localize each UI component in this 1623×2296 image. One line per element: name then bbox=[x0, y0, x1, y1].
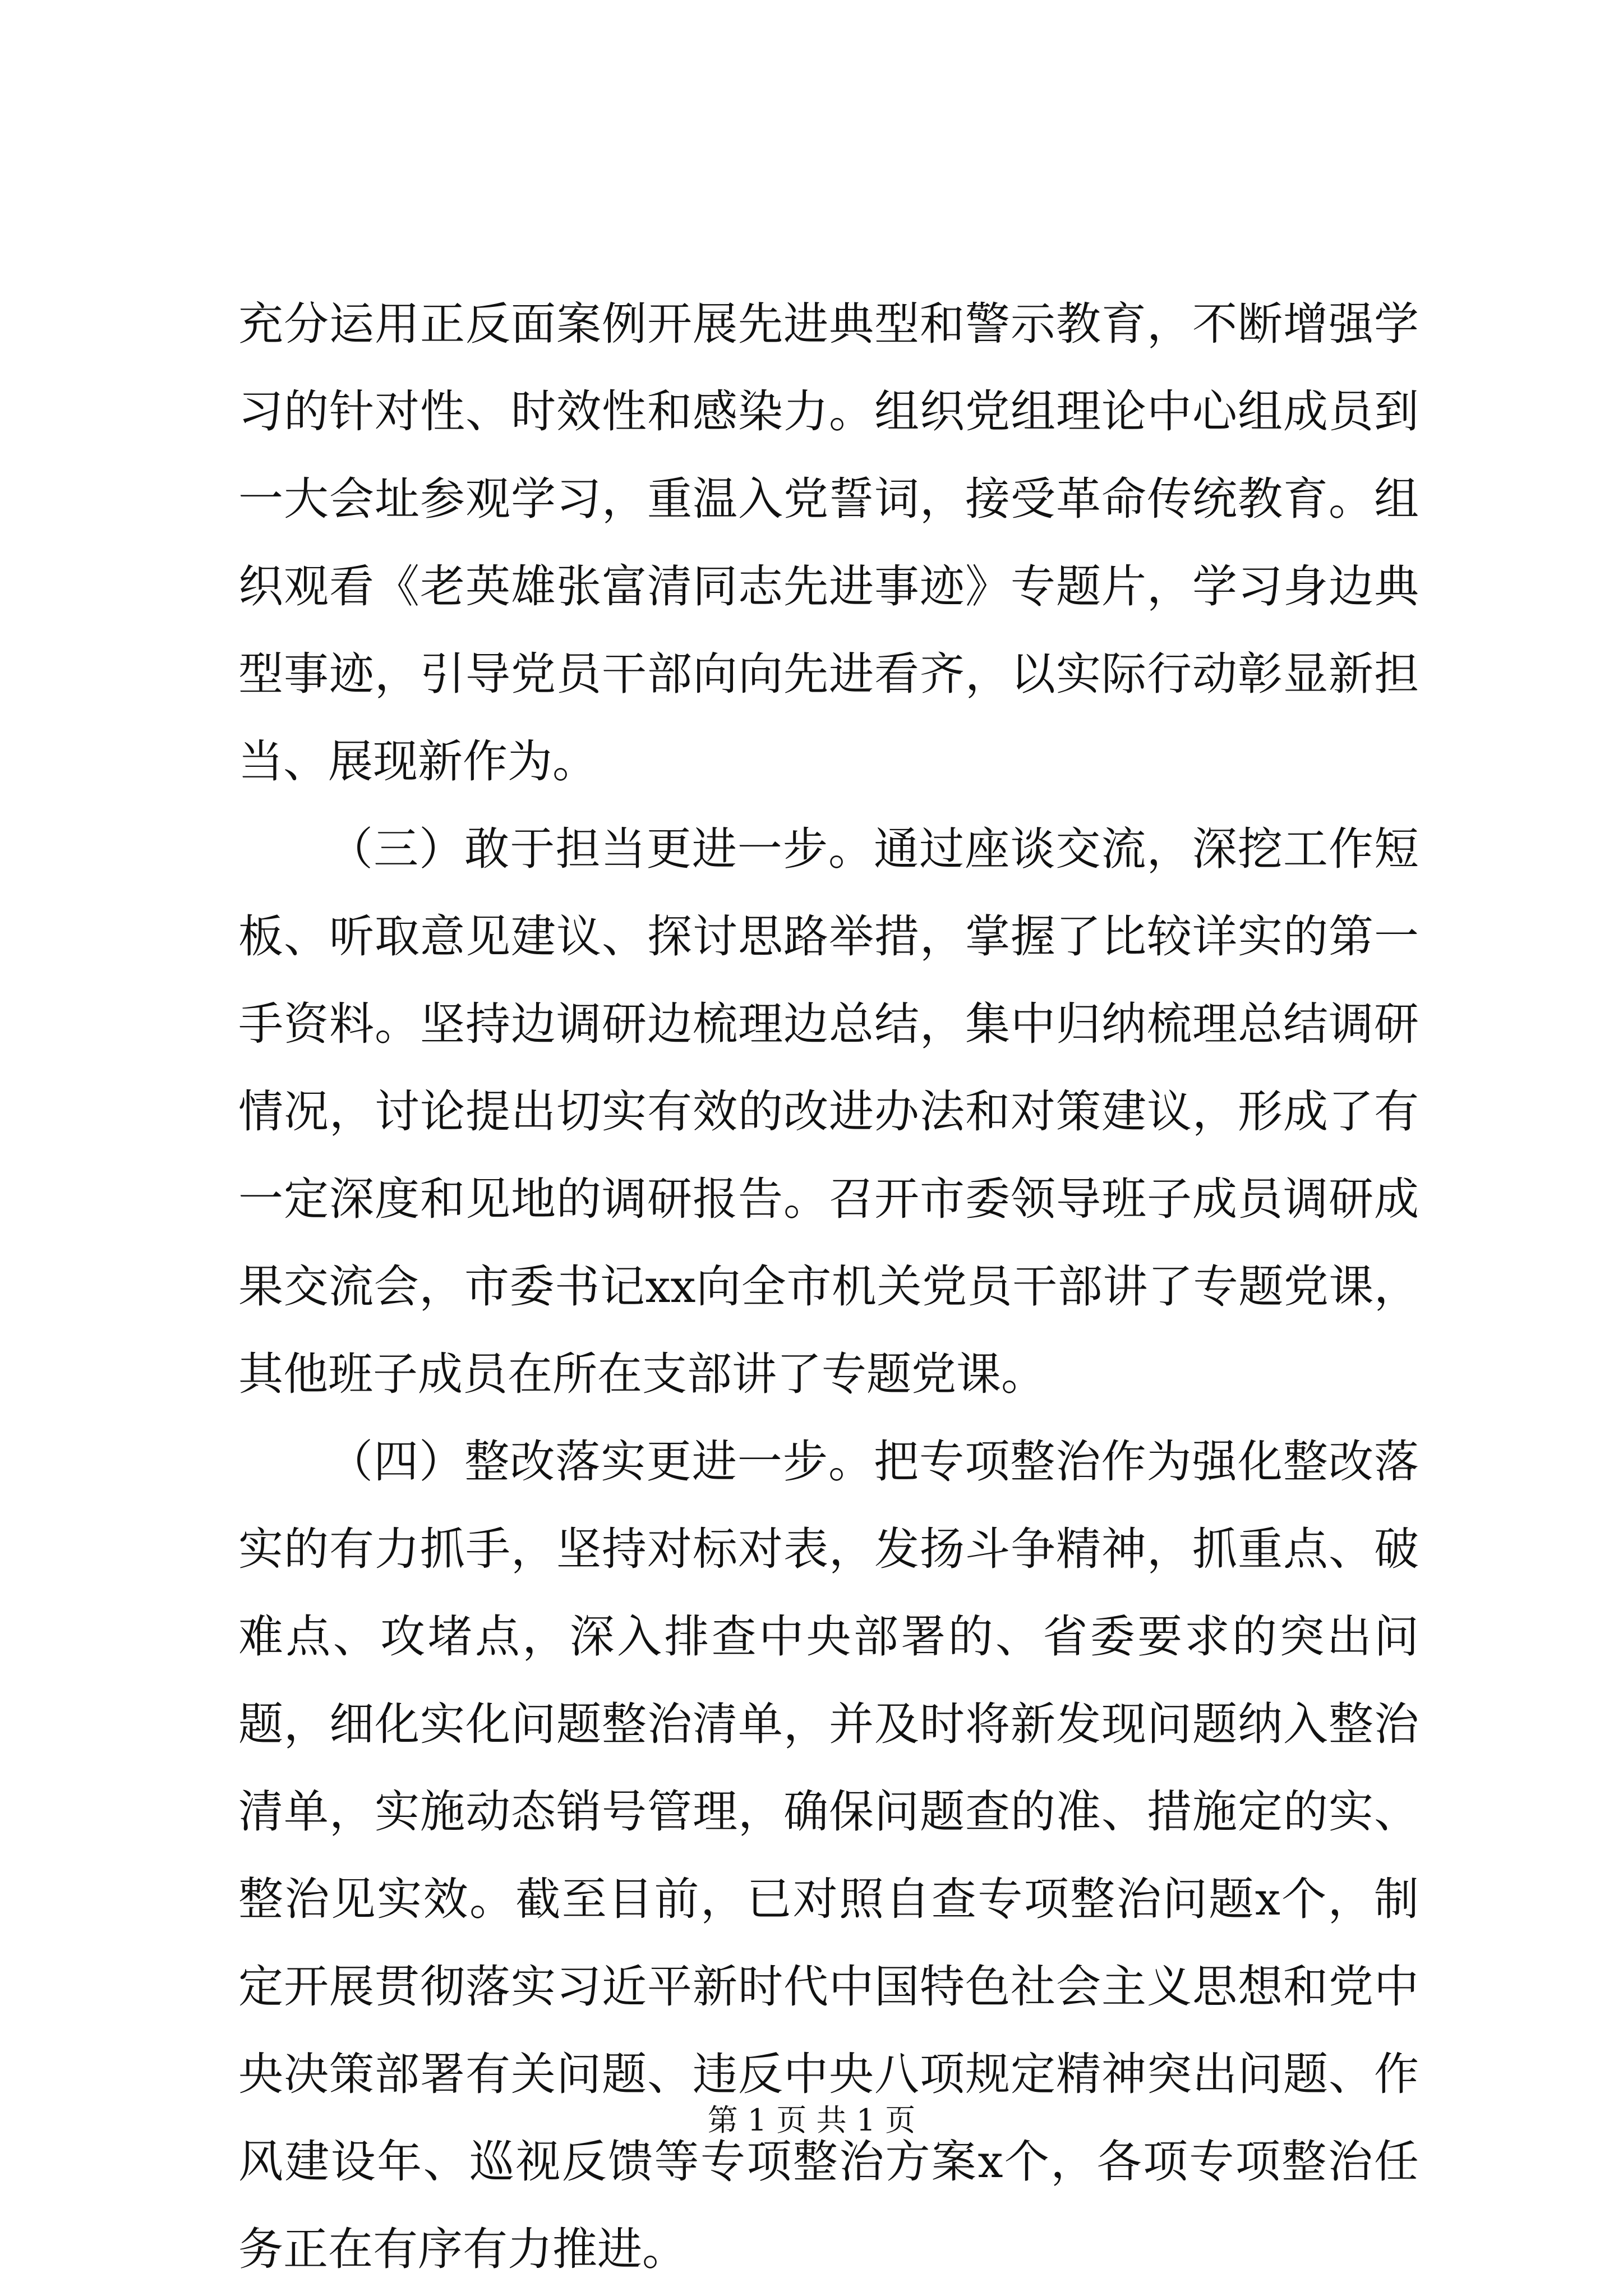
paragraph-section-four: （四）整改落实更进一步。把专项整治作为强化整改落实的有力抓手，坚持对标对表，发扬斗争精神，抓重点、破难点、攻堵点，深入排查中央部署的、省委要求的突出问题，细化实化问题整治清单，并及时将新发现问题纳入整治清单，实施动态销号管理，确保问题查的准、措施定的实、整治见实效。截至目前，已对照自查专项整治问题x个，制定开展贯彻落实习近平新时代中国特色社会主义思想和党中央决策部署有关问题、违反中央八项规定精神突出问题、作风建设年、巡视反馈等专项整治方案x个，各项专项整治任务正在有序有力推进。 bbox=[238, 1435, 1419, 2275]
paragraph-section-three: （三）敢于担当更进一步。通过座谈交流，深挖工作短板、听取意见建议、探讨思路举措，掌握了比较详实的第一手资料。坚持边调研边梳理边总结，集中归纳梳理总结调研情况，讨论提出切实有效的改进办法和对策建议，形成了有一定深度和见地的调研报告。召开市委领导班子成员调研成果交流会，市委书记xx向全市机关党员干部讲了专题党课，其他班子成员在所在支部讲了专题党课。 bbox=[238, 823, 1419, 1400]
document-body bbox=[238, 280, 1419, 2293]
page-footer: 第 1 页 共 1 页 bbox=[707, 2102, 916, 2138]
paragraph-continuation: 充分运用正反面案例开展先进典型和警示教育，不断增强学习的针对性、时效性和感染力。组织党组理论中心组成员到一大会址参观学习，重温入党誓词，接受革命传统教育。组织观看《老英雄张富清同志先进事迹》专题片，学习身边典型事迹，引导党员干部向向先进看齐，以实际行动彰显新担当、展现新作为。 bbox=[238, 298, 1419, 788]
